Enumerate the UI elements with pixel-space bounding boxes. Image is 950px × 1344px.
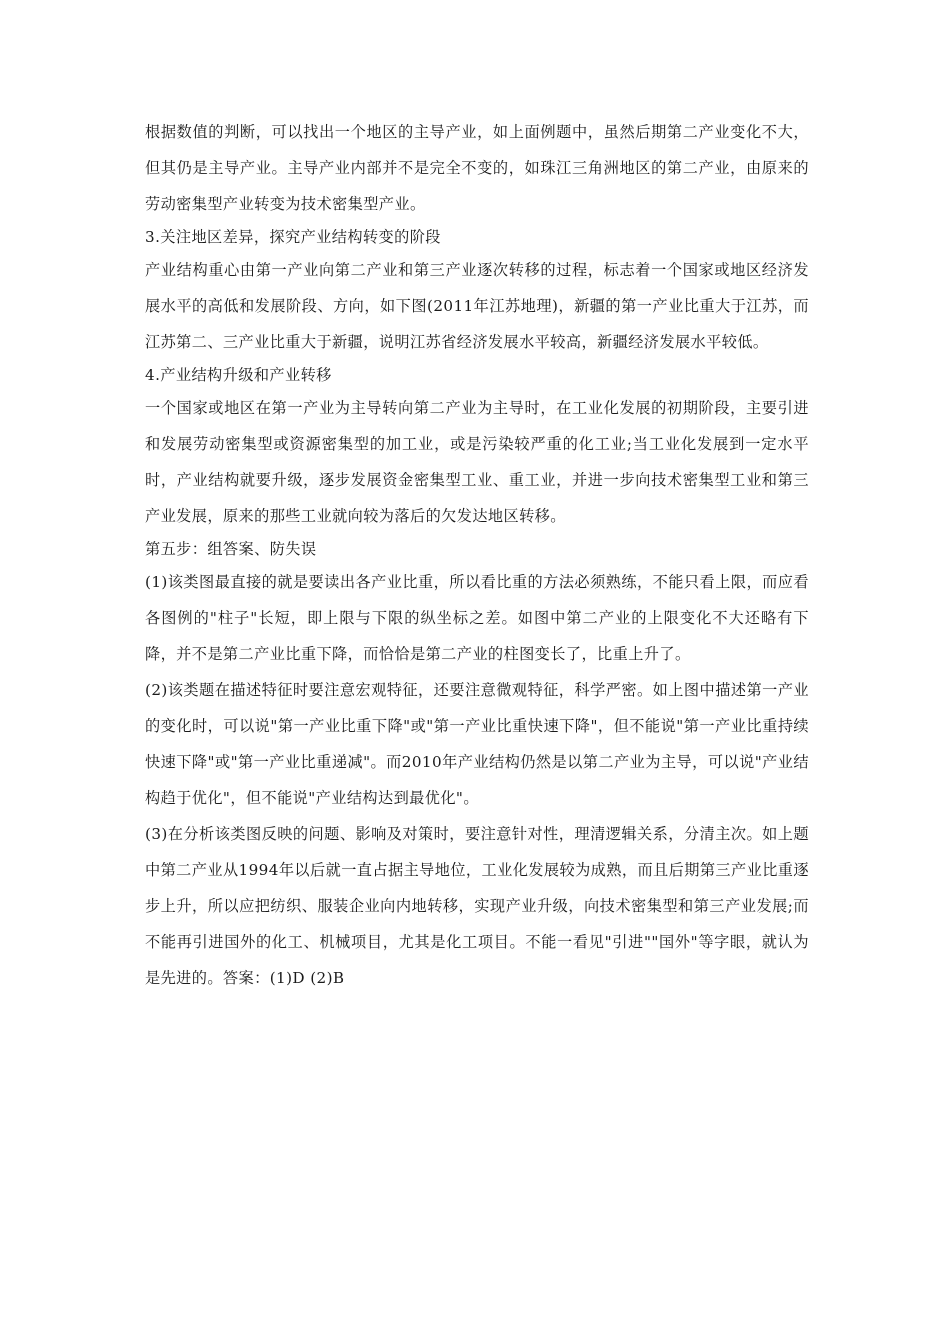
heading-regional-differences: 3.关注地区差异，探究产业结构转变的阶段: [145, 228, 441, 246]
paragraph-industrialization: 一个国家或地区在第一产业为主导转向第二产业为主导时，在工业化发展的初期阶段，主要引进和发展劳动密集型或资源密集型的加工业，或是污染较严重的化工业;当工业化发展到一定水平时，产业结构就要升级，逐步发展资金密集型工业、重工业，并进一步向技术密集型工业和第三产业发展，原来的那些工业就向较为落后的欠发达地区转移。: [145, 399, 809, 525]
paragraph-point-3: (3)在分析该类图反映的问题、影响及对策时，要注意针对性，理清逻辑关系，分清主次。如上题中第二产业从1994年以后就一直占据主导地位，工业化发展较为成熟，而且后期第三产业比重逐步上升，所以应把纺织、服装企业向内地转移，实现产业升级，向技术密集型和第三产业发展;而不能再引进国外的化工、机械项目，尤其是化工项目。不能一看见"引进""国外"等字眼，就认为是先进的。答案：(1)D (2)B: [145, 825, 809, 987]
paragraph-point-2: (2)该类题在描述特征时要注意宏观特征，还要注意微观特征，科学严密。如上图中描述第一产业的变化时，可以说"第一产业比重下降"或"第一产业比重快速下降"，但不能说"第一产业比重持续快速下降"或"第一产业比重递减"。而2010年产业结构仍然是以第二产业为主导，可以说"产业结构趋于优化"，但不能说"产业结构达到最优化"。: [145, 681, 809, 807]
paragraph-structure-shift: 产业结构重心由第一产业向第二产业和第三产业逐次转移的过程，标志着一个国家或地区经济发展水平的高低和发展阶段、方向，如下图(2011年江苏地理)，新疆的第一产业比重大于江苏，而江苏第二、三产业比重大于新疆，说明江苏省经济发展水平较高，新疆经济发展水平较低。: [145, 261, 809, 351]
paragraph-dominant-industry: 根据数值的判断，可以找出一个地区的主导产业，如上面例题中，虽然后期第二产业变化不大，但其仍是主导产业。主导产业内部并不是完全不变的，如珠江三角洲地区的第二产业，由原来的劳动密集型产业转变为技术密集型产业。: [145, 123, 809, 213]
heading-upgrade-transfer: 4.产业结构升级和产业转移: [145, 366, 332, 384]
heading-step-five: 第五步：组答案、防失误: [145, 540, 317, 558]
paragraph-point-1: (1)该类图最直接的就是要读出各产业比重，所以看比重的方法必须熟练，不能只看上限，而应看各图例的"柱子"长短，即上限与下限的纵坐标之差。如图中第二产业的上限变化不大还略有下降，并不是第二产业比重下降，而恰恰是第二产业的柱图变长了，比重上升了。: [145, 573, 809, 663]
document-page: [145, 114, 809, 996]
